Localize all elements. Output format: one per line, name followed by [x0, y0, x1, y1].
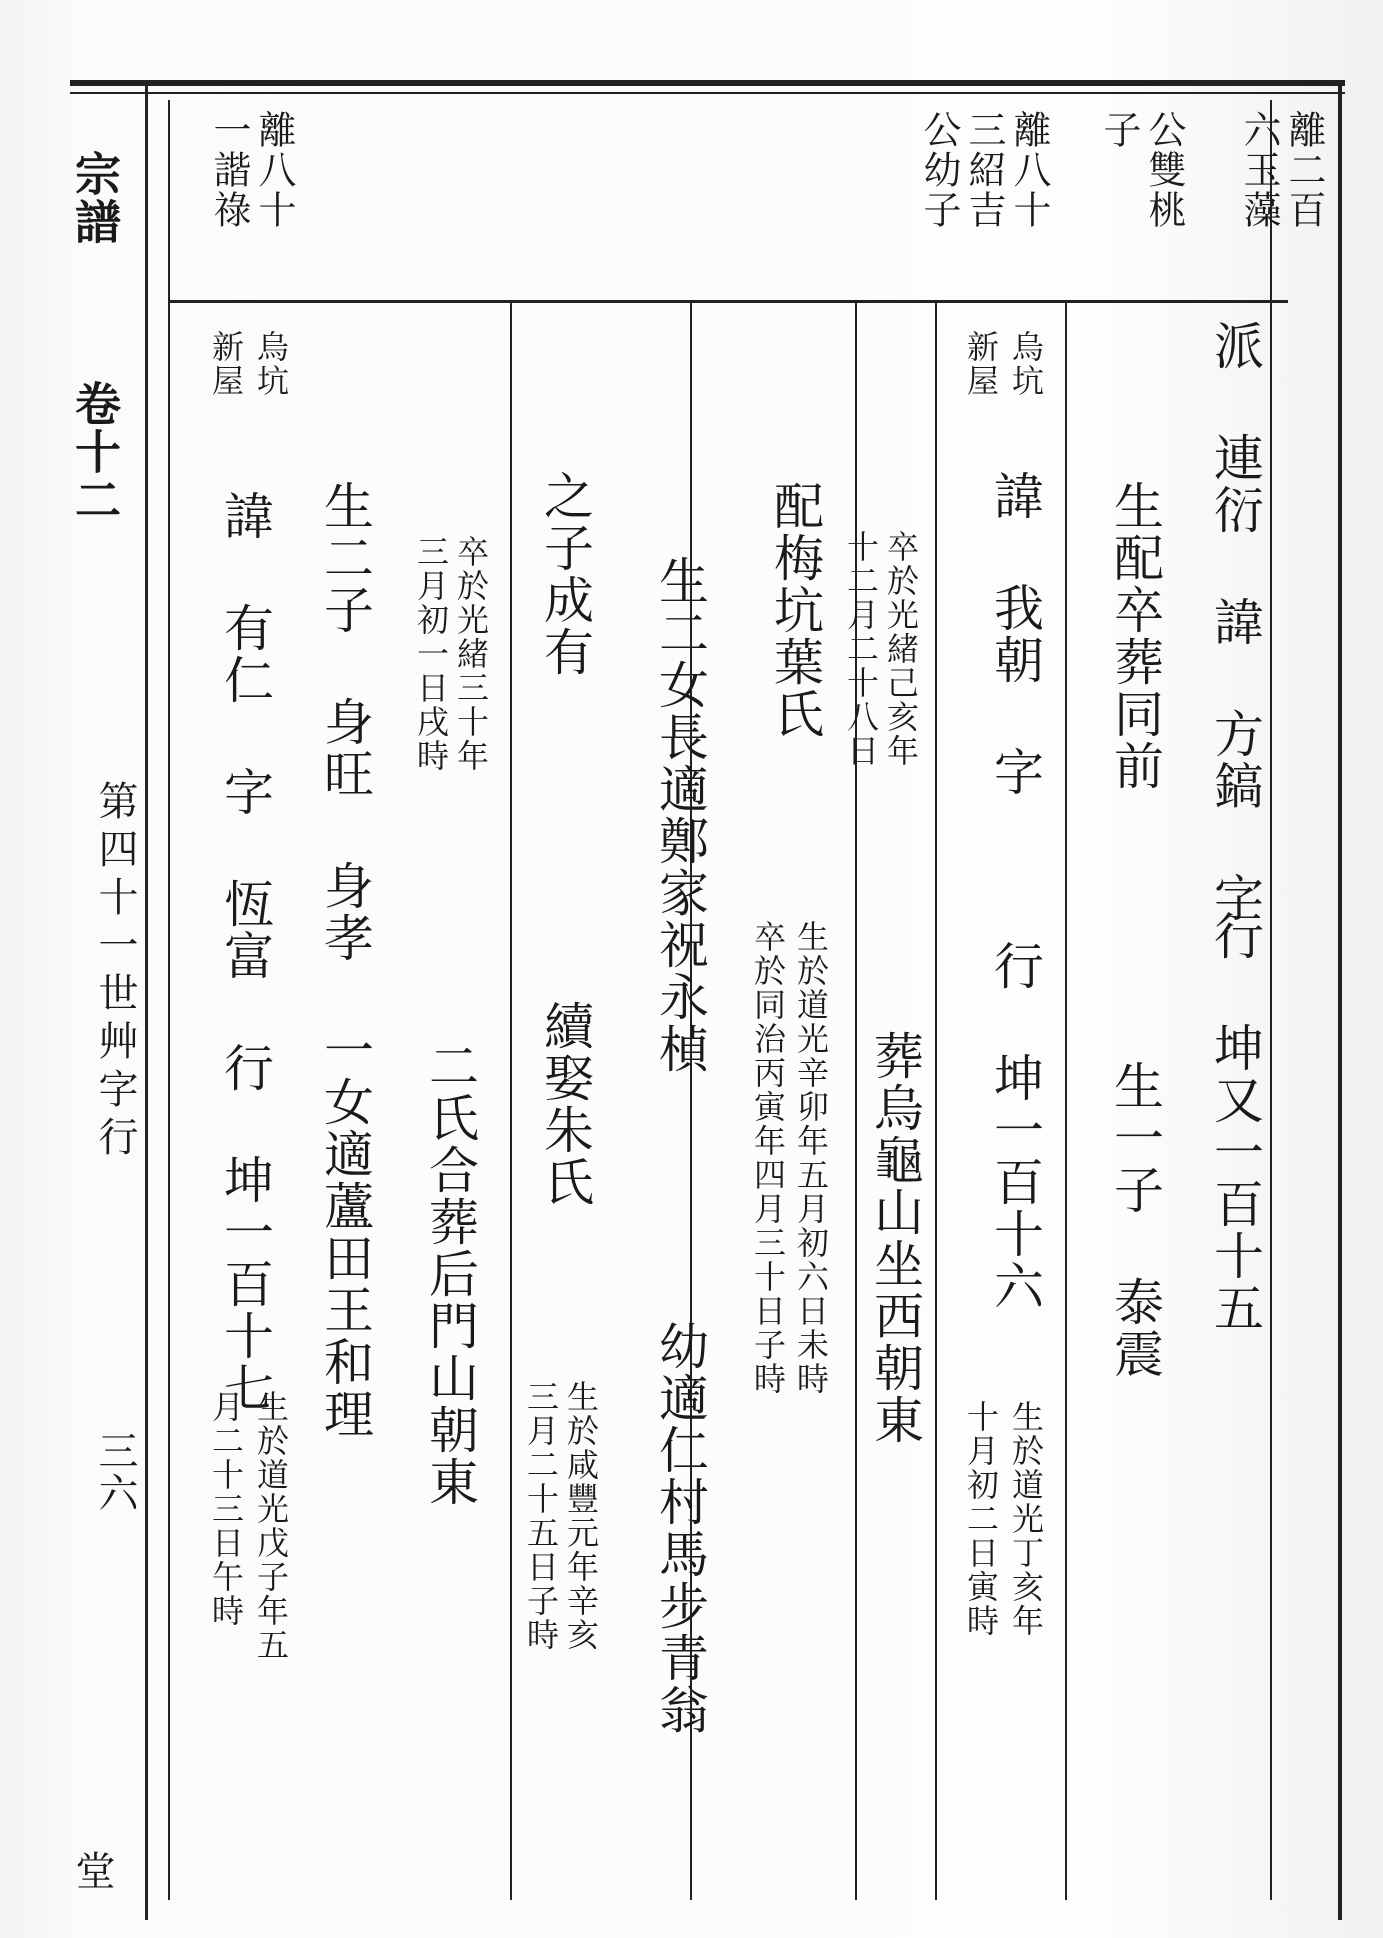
death-note: 卒於光緒己亥年 [882, 530, 920, 768]
top-note: 公雙桃 [1142, 110, 1186, 230]
top-note: 子 [1097, 110, 1141, 150]
birth-note: 生於道光丁亥年 [1007, 1400, 1045, 1638]
spouse-birth-note: 生於道光辛卯年五月初六日未時 [792, 920, 830, 1396]
top-border-thick [70, 80, 1345, 86]
column-rule [168, 100, 170, 1900]
spouse-death-note: 卒於同治丙寅年四月三十日子時 [749, 920, 787, 1396]
right-border [1338, 80, 1342, 1920]
top-note: 公幼子 [917, 110, 961, 230]
page-number: 三六 [92, 1430, 138, 1514]
second-spouse-birth: 生於咸豐元年辛亥 [562, 1380, 600, 1652]
daughters-line: 之子成有 [536, 470, 594, 678]
village-note: 新屋 [207, 330, 245, 398]
daughters-line: 幼適仁村馬步青翁 [651, 1320, 709, 1736]
spouse-line: 配梅坑葉氏 [766, 480, 824, 740]
village-note: 烏坑 [1007, 330, 1045, 398]
death-note: 十二月二十八日 [842, 530, 880, 768]
entry-name-line: 派 連衍 諱 方鎬 字 [1206, 320, 1264, 924]
burial-line: 葬烏龜山坐西朝東 [866, 1030, 924, 1446]
volume-label: 卷十二 [68, 380, 122, 524]
top-note: 一諧祿 [207, 110, 251, 230]
birth-note: 生於道光戊子年五 [252, 1390, 290, 1662]
second-spouse-death: 三月初一日戌時 [412, 535, 450, 773]
column-rule [510, 300, 512, 1900]
second-spouse-birth: 三月二十五日子時 [522, 1380, 560, 1652]
second-spouse-line: 續娶朱氏 [536, 1000, 594, 1208]
birth-note: 月二十三日午時 [207, 1390, 245, 1628]
upper-section-divider [168, 300, 1288, 303]
left-border [145, 80, 148, 1920]
hall-name: 堂 [69, 1850, 115, 1892]
column-rule [935, 300, 937, 1900]
generation-label: 第四十一世艸字行 [92, 780, 138, 1164]
top-note: 離二百 [1282, 110, 1326, 230]
second-spouse-death: 卒於光緒三十年 [452, 535, 490, 773]
birth-note: 十月初二日寅時 [962, 1400, 1000, 1638]
entry-rank-line: 行 坤一百十六 [986, 940, 1044, 1312]
entry-name-line: 諱 有仁 字 恆富 行 坤一百十七 [216, 490, 274, 1414]
joint-burial-line: 二氏合葬后門山朝東 [421, 1040, 479, 1508]
entry-line: 生配卒葬同前 [1106, 480, 1164, 792]
top-border-thin [70, 92, 1345, 94]
village-note: 烏坑 [252, 330, 290, 398]
book-title: 宗譜 [68, 150, 122, 246]
top-note: 三紹吉 [962, 110, 1006, 230]
top-note: 離八十 [1007, 110, 1051, 230]
entry-rank-line: 行 坤又一百十五 [1206, 910, 1264, 1334]
daughters-line: 生二女長適鄭家祝永楨 [651, 555, 709, 1075]
village-note: 新屋 [962, 330, 1000, 398]
children-line: 生二子 身旺 身孝 一女適蘆田王和理 [316, 480, 374, 1440]
top-note: 離八十 [252, 110, 296, 230]
column-rule [1270, 100, 1272, 1900]
entry-line: 生一子 泰震 [1106, 1060, 1164, 1380]
column-rule [1065, 300, 1067, 1900]
top-note: 六玉藻 [1237, 110, 1281, 230]
entry-name-line: 諱 我朝 字 [986, 470, 1044, 798]
